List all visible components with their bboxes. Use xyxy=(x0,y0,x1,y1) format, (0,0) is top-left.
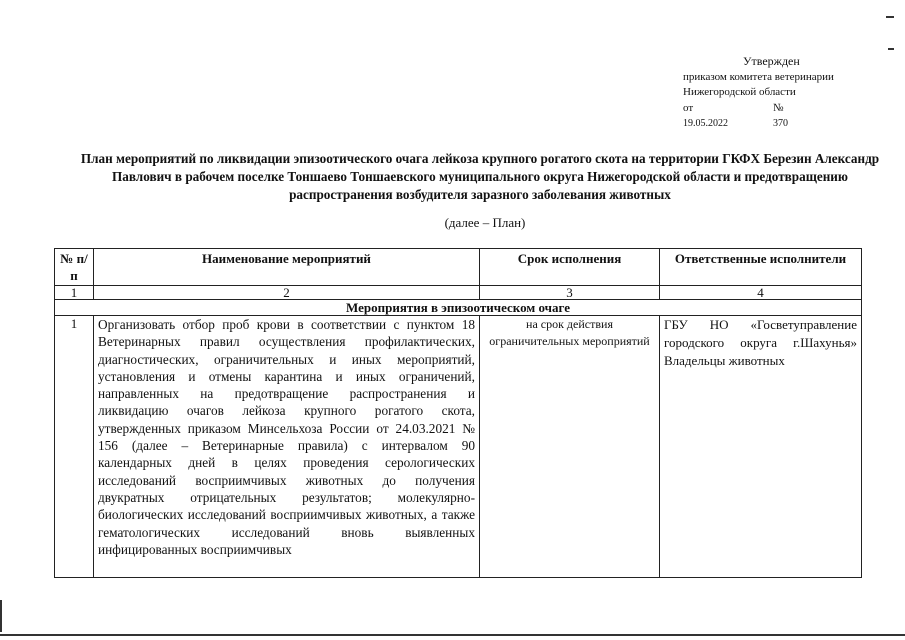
document-subtitle: (далее – План) xyxy=(444,215,526,230)
date-label: от xyxy=(683,101,694,114)
table-header-row xyxy=(55,249,862,286)
measure-text: Организовать отбор проб крови в соответствии с пунктом 18 Ветеринарных правил осуществления профилактических, диагностических, ограничительных и иных мероприятий, установления и отмены карантина и иных ограничений, направленных на предотвращение распространения и ликвидацию очагов лейкоза крупного рогатого скота, утвержденных приказом Минсельхоза России от 24.03.2021 № 156 (далее – Ветеринарные правила) с интервалом 90 календарных дней в целях проведения серологических исследований восприимчивых животных до получения двукратных отрицательных результатов; молекулярно-биологических исследований восприимчивых животных, а также гематологических исследований вновь выявленных инфицированных восприимчивых xyxy=(94,316,480,578)
header-responsible: Ответственные исполнители xyxy=(660,249,862,286)
header-deadline: Срок исполнения xyxy=(480,249,660,286)
approval-stamp xyxy=(683,54,834,132)
document-title: План мероприятий по ликвидации эпизоотического очага лейкоза крупного рогатого скота на территории ГКФХ Березин Александр Павлович в рабочем поселке Тоншаево Тоншаевского муниципального округа Нижегородской области и предотвращению распространения возбудителя заразного заболевания животных xyxy=(80,151,880,202)
column-number-row xyxy=(55,286,862,300)
column-number: 3 xyxy=(480,286,660,300)
measures-table xyxy=(54,248,862,578)
section-title: Мероприятия в эпизоотическом очаге xyxy=(55,300,862,316)
approval-order-text: приказом комитета ветеринарии xyxy=(683,70,834,83)
scan-edge-left xyxy=(0,600,2,632)
column-number: 1 xyxy=(55,286,94,300)
table-row xyxy=(55,316,862,578)
scan-mark xyxy=(886,16,894,18)
scan-edge-bottom xyxy=(0,634,905,636)
row-number: 1 xyxy=(55,316,94,578)
column-number: 2 xyxy=(94,286,480,300)
approval-heading: Утвержден xyxy=(743,54,800,68)
scan-mark xyxy=(888,48,894,50)
header-number: № п/п xyxy=(55,249,94,286)
number-label: № xyxy=(773,101,784,114)
approval-labels xyxy=(683,101,834,117)
responsible-text: ГБУ НО «Госветуправление городского округа г.Шахунья» Владельцы животных xyxy=(660,316,862,578)
date-value: 19.05.2022 xyxy=(683,118,728,129)
deadline-text: на срок действия ограничительных мероприятий xyxy=(480,316,660,578)
number-value: 370 xyxy=(773,118,788,129)
approval-values xyxy=(683,116,834,132)
header-measure: Наименование мероприятий xyxy=(94,249,480,286)
approval-region-text: Нижегородской области xyxy=(683,86,796,98)
column-number: 4 xyxy=(660,286,862,300)
section-row xyxy=(55,300,862,316)
